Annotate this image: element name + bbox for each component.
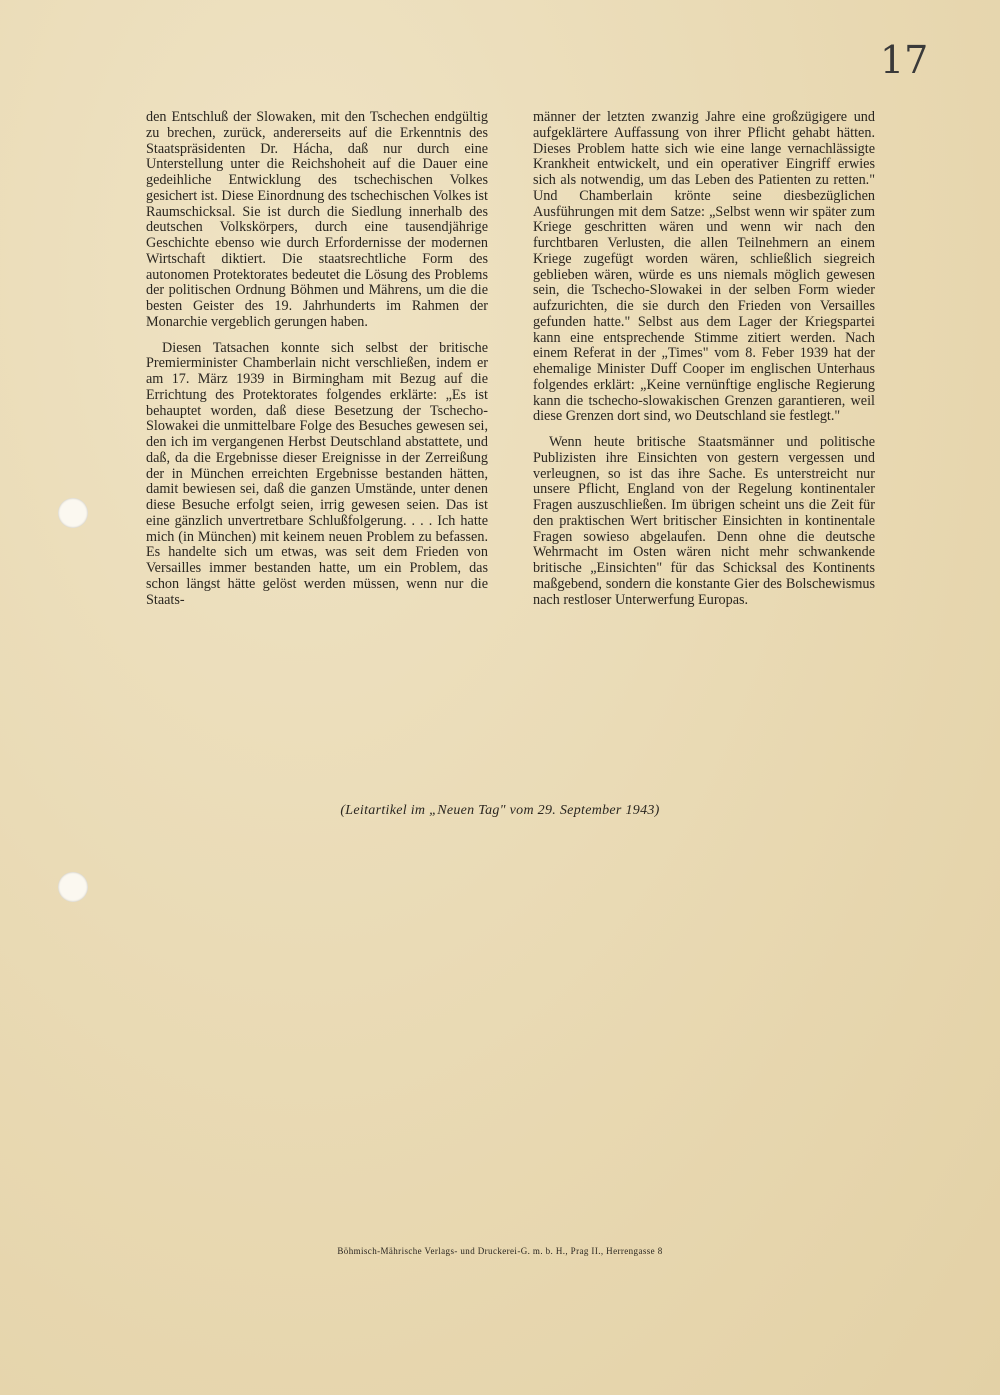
right-column: [533, 110, 875, 618]
punch-hole: [58, 872, 88, 902]
paragraph: männer der letzten zwanzig Jahre eine großzügigere und aufgeklärtere Auffassung von ihrer Pflicht gehabt hätten. Dieses Problem hatte sich wie eine lange vernachlässigte Krankheit entwickelt, und ein operativer Eingriff erwies sich als notwendig, um das Leben des Patienten zu retten." Und Chamberlain krönte seine diesbezüglichen Ausführungen mit dem Satze: „Selbst wenn wir später zum Kriege geschritten wären und wenn wir nach den furchtbaren Verlusten, die allen Teilnehmern an einem Kriege zugefügt worden wären, schließlich siegreich geblieben wären, würde es uns niemals möglich gewesen sein, die Tschecho-Slowakei in der selben Form wieder aufzurichten, die sie durch den Frieden von Versailles gefunden hatte." Selbst aus dem Lager der Kriegspartei kann eine entsprechende Stimme zitiert werden. Nach einem Referat in der „Times" vom 8. Feber 1939 hat der ehemalige Minister Duff Cooper im englischen Unterhaus folgendes erklärt: „Keine vernünftige englische Regierung kann die tschecho-slowakischen Grenzen garantieren, weil diese Grenzen dort sind, wo Deutschland sie festlegt.": [533, 109, 875, 425]
paragraph: den Entschluß der Slowaken, mit den Tschechen endgültig zu brechen, zurück, andererseits auf die Erkenntnis des Staatspräsidenten Dr. Hácha, daß nur durch eine Unterstellung unter die Reichshoheit auf die Dauer eine gedeihliche Entwicklung des tschechischen Volkes gesichert ist. Diese Einordnung des tschechischen Volkes ist Raumschicksal. Sie ist durch die Siedlung innerhalb des deutschen Volkskörpers, durch eine tausendjährige Geschichte ebenso wie durch Erfordernisse der modernen Wirtschaft diktiert. Die staatsrechtliche Form des autonomen Protektorates bedeutet die Lösung des Problems der politischen Ordnung Böhmen und Mährens, um die die besten Geister des 19. Jahrhunderts im Rahmen der Monarchie vergeblich gerungen haben.: [146, 109, 488, 330]
paragraph: Diesen Tatsachen konnte sich selbst der britische Premierminister Chamberlain nicht verschließen, indem er am 17. März 1939 in Birmingham mit Bezug auf die Errichtung des Protektorates folgendes erklärte: „Es ist behauptet worden, daß diese Besetzung der Tschecho-Slowakei die unmittelbare Folge des Besuches gewesen sei, den ich im vergangenen Herbst Deutschland abstattete, und daß, da die Ergebnisse dieser Ereignisse in der Zerreißung der in München erreichten Ergebnisse bestanden hätten, damit bewiesen sei, daß die ganzen Umstände, unter denen diese Besuche erfolgt seien, irrig gewesen seien. Das ist eine gänzlich unvertretbare Schlußfolgerung. . . . Ich hatte mich (in München) mit keinem neuen Problem zu befassen. Es handelte sich um etwas, was seit dem Frieden von Versailles immer bestanden hatte, um ein Problem, das schon längst hätte gelöst werden müssen, wenn nur die Staats-: [146, 339, 488, 608]
source-caption: (Leitartikel im „Neuen Tag" vom 29. September 1943): [340, 803, 660, 818]
paragraph: Wenn heute britische Staatsmänner und politische Publizisten ihre Einsichten von gestern vergessen und verleugnen, so ist das ihre Sache. Es unterstreicht nur unsere Pflicht, England von der Regelung kontinentaler Fragen auszuschließen. Im übrigen scheint uns die Zeit für den praktischen Wert britischer Einsichten in kontinentale Fragen sowieso abgelaufen. Denn ohne die deutsche Wehrmacht im Osten wären nicht mehr schwankende britische „Einsichten" für das Schicksal des Kontinents maßgebend, sondern die konstante Gier des Bolschewismus nach restloser Unterwerfung Europas.: [533, 434, 875, 608]
publisher-footer: Böhmisch-Mährische Verlags- und Druckerei-G. m. b. H., Prag II., Herrengasse 8: [337, 1246, 663, 1256]
left-column: [146, 110, 488, 618]
punch-hole: [58, 498, 88, 528]
page-number: 17: [880, 38, 929, 82]
